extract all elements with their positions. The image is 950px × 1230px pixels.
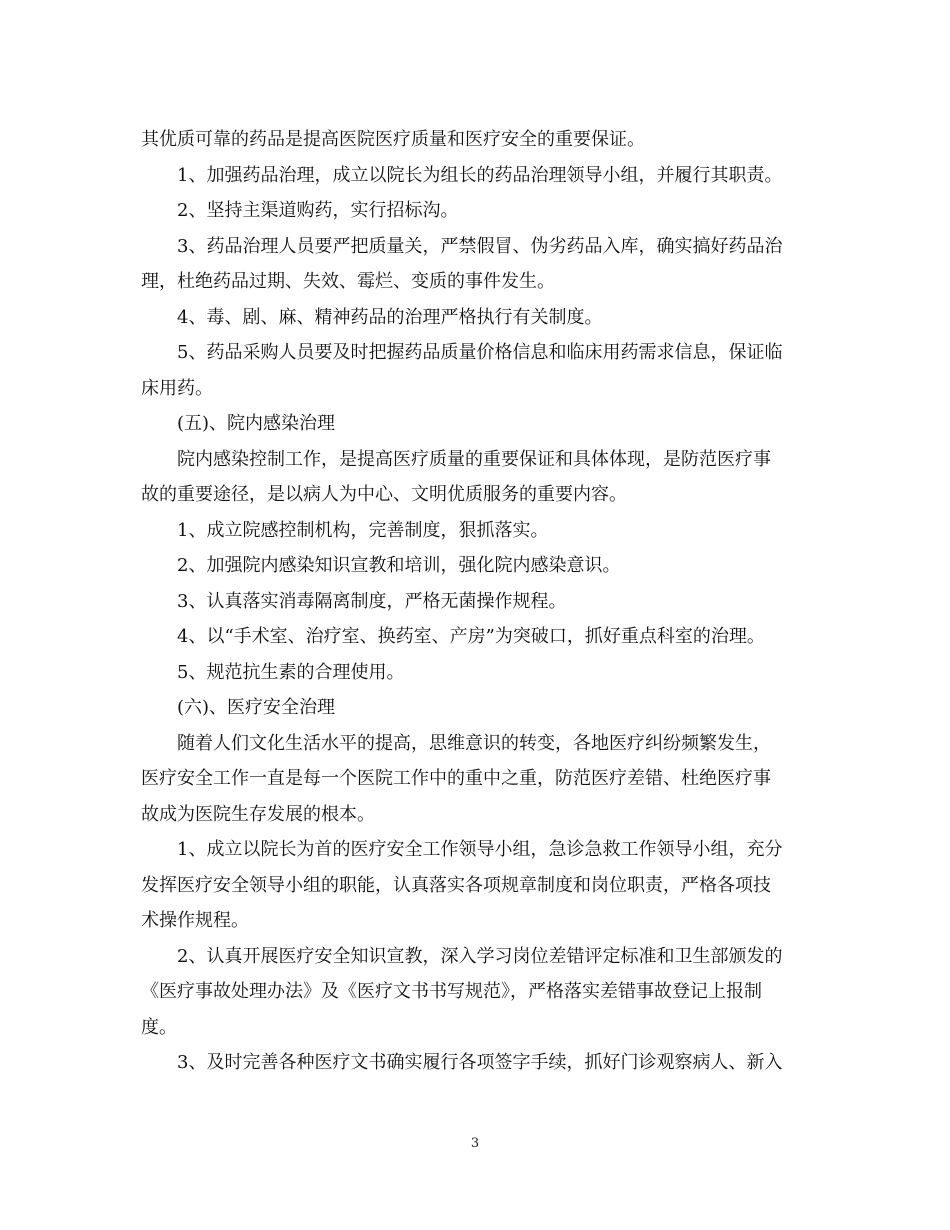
text-line: 院内感染控制工作，是提高医疗质量的重要保证和具体体现，是防范医疗事: [177, 448, 771, 470]
text-line: 1、成立以院长为首的医疗安全工作领导小组，急诊急救工作领导小组，充分: [177, 839, 783, 860]
text-line: 3、药品治理人员要严把质量关，严禁假冒、伪劣药品入库，确实搞好药品治: [177, 235, 783, 257]
section-heading: (六)、医疗安全治理: [177, 697, 336, 718]
text-line: 其优质可靠的药品是提高医院医疗质量和医疗安全的重要保证。: [141, 129, 645, 150]
text-line: 随着人们文化生活水平的提高，思维意识的转变，各地医疗纠纷频繁发生，: [177, 732, 771, 754]
text-line: 2、坚持主渠道购药，实行招标沟。: [177, 200, 459, 221]
text-line: 医疗安全工作一直是每一个医院工作中的重中之重，防范医疗差错、杜绝医疗事: [141, 768, 771, 789]
text-line: 故的重要途径，是以病人为中心、文明优质服务的重要内容。: [141, 484, 627, 505]
text-line: 3、认真落实消毒隔离制度，严格无菌操作规程。: [177, 590, 567, 612]
text-line: 床用药。: [141, 377, 213, 399]
text-line: 4、以“手术室、治疗室、换药室、产房”为突破口，抓好重点科室的治理。: [177, 626, 765, 647]
text-line: 2、认真开展医疗安全知识宣教，深入学习岗位差错评定标准和卫生部颁发的: [177, 945, 783, 967]
text-line: 发挥医疗安全领导小组的职能，认真落实各项规章制度和岗位职责，严格各项技: [141, 874, 771, 896]
section-heading: (五)、院内感染治理: [177, 413, 336, 434]
text-line: 2、加强院内感染知识宣教和培训，强化院内感染意识。: [177, 555, 621, 576]
page-number: 3: [470, 1136, 480, 1151]
document-body: [141, 122, 811, 1081]
text-line: 4、毒、剧、麻、精神药品的治理严格执行有关制度。: [177, 306, 603, 328]
text-line: 5、规范抗生素的合理使用。: [177, 661, 405, 683]
text-line: 《医疗事故处理办法》及《医疗文书书写规范》，严格落实差错事故登记上报制: [141, 981, 762, 1002]
text-line: 1、成立院感控制机构，完善制度，狠抓落实。: [177, 519, 549, 541]
text-line: 3、及时完善各种医疗文书确实履行各项签字手续，抓好门诊观察病人、新入: [177, 1052, 783, 1073]
text-line: 度。: [141, 1016, 177, 1038]
text-line: 5、药品采购人员要及时把握药品质量价格信息和临床用药需求信息，保证临: [177, 342, 783, 363]
text-line: 故成为医院生存发展的根本。: [141, 803, 375, 825]
text-line: 理，杜绝药品过期、失效、霉烂、变质的事件发生。: [141, 271, 555, 292]
text-line: 1、加强药品治理，成立以院长为组长的药品治理领导小组，并履行其职责。: [177, 164, 783, 186]
text-line: 术操作规程。: [141, 910, 249, 931]
